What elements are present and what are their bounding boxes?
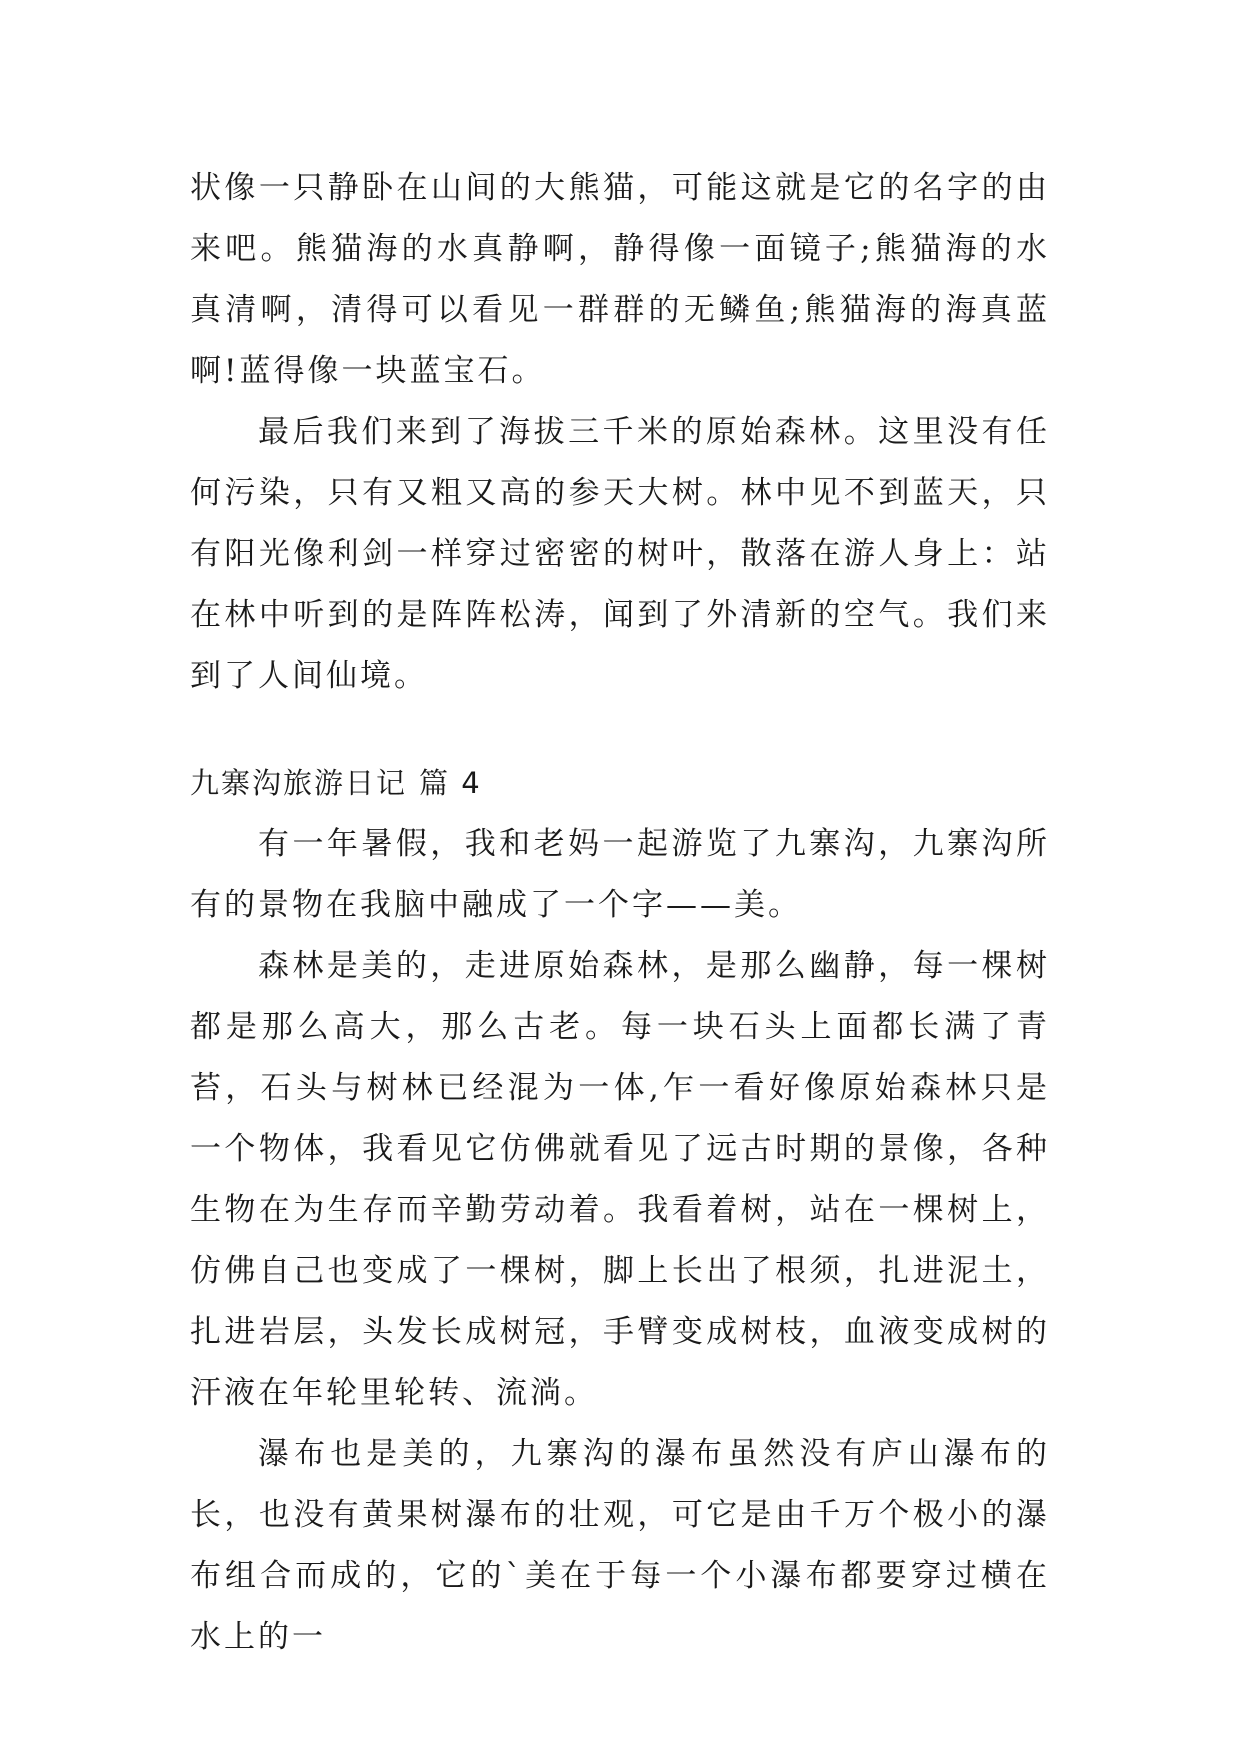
paragraph-summer-trip: 有一年暑假，我和老妈一起游览了九寨沟，九寨沟所有的景物在我脑中融成了一个字——美。 xyxy=(190,826,1050,923)
paragraph-primeval-forest: 最后我们来到了海拔三千米的原始森林。这里没有任何污染，只有又粗又高的参天大树。林中见不到蓝天，只有阳光像利剑一样穿过密密的树叶，散落在游人身上：站在林中听到的是阵阵松涛，闻到了外清新的空气。我们来到了人间仙境。 xyxy=(190,414,1050,694)
section-title: 九寨沟旅游日记 xyxy=(190,766,408,800)
paragraph-panda-lake: 状像一只静卧在山间的大熊猫，可能这就是它的名字的由来吧。熊猫海的水真静啊，静得像一面镜子;熊猫海的水真清啊，清得可以看见一群群的无鳞鱼;熊猫海的海真蓝啊!蓝得像一块蓝宝石。 xyxy=(190,170,1050,389)
document-body xyxy=(190,158,1050,1668)
paragraph-forest-beauty: 森林是美的，走进原始森林，是那么幽静，每一棵树都是那么高大，那么古老。每一块石头上面都长满了青苔，石头与树林已经混为一体,乍一看好像原始森林只是一个物体，我看见它仿佛就看见了远古时期的景像，各种生物在为生存而辛勤劳动着。我看着树，站在一棵树上，仿佛自己也变成了一棵树，脚上长出了根须，扎进泥土，扎进岩层，头发长成树冠，手臂变成树枝，血液变成树的汗液在年轮里轮转、流淌。 xyxy=(190,948,1050,1411)
paragraph-waterfall-beauty: 瀑布也是美的，九寨沟的瀑布虽然没有庐山瀑布的长，也没有黄果树瀑布的壮观，可它是由千万个极小的瀑布组合而成的，它的`美在于每一个小瀑布都要穿过横在水上的一 xyxy=(190,1436,1050,1655)
section-heading xyxy=(190,753,1050,814)
section-number: 篇 4 xyxy=(419,766,482,800)
